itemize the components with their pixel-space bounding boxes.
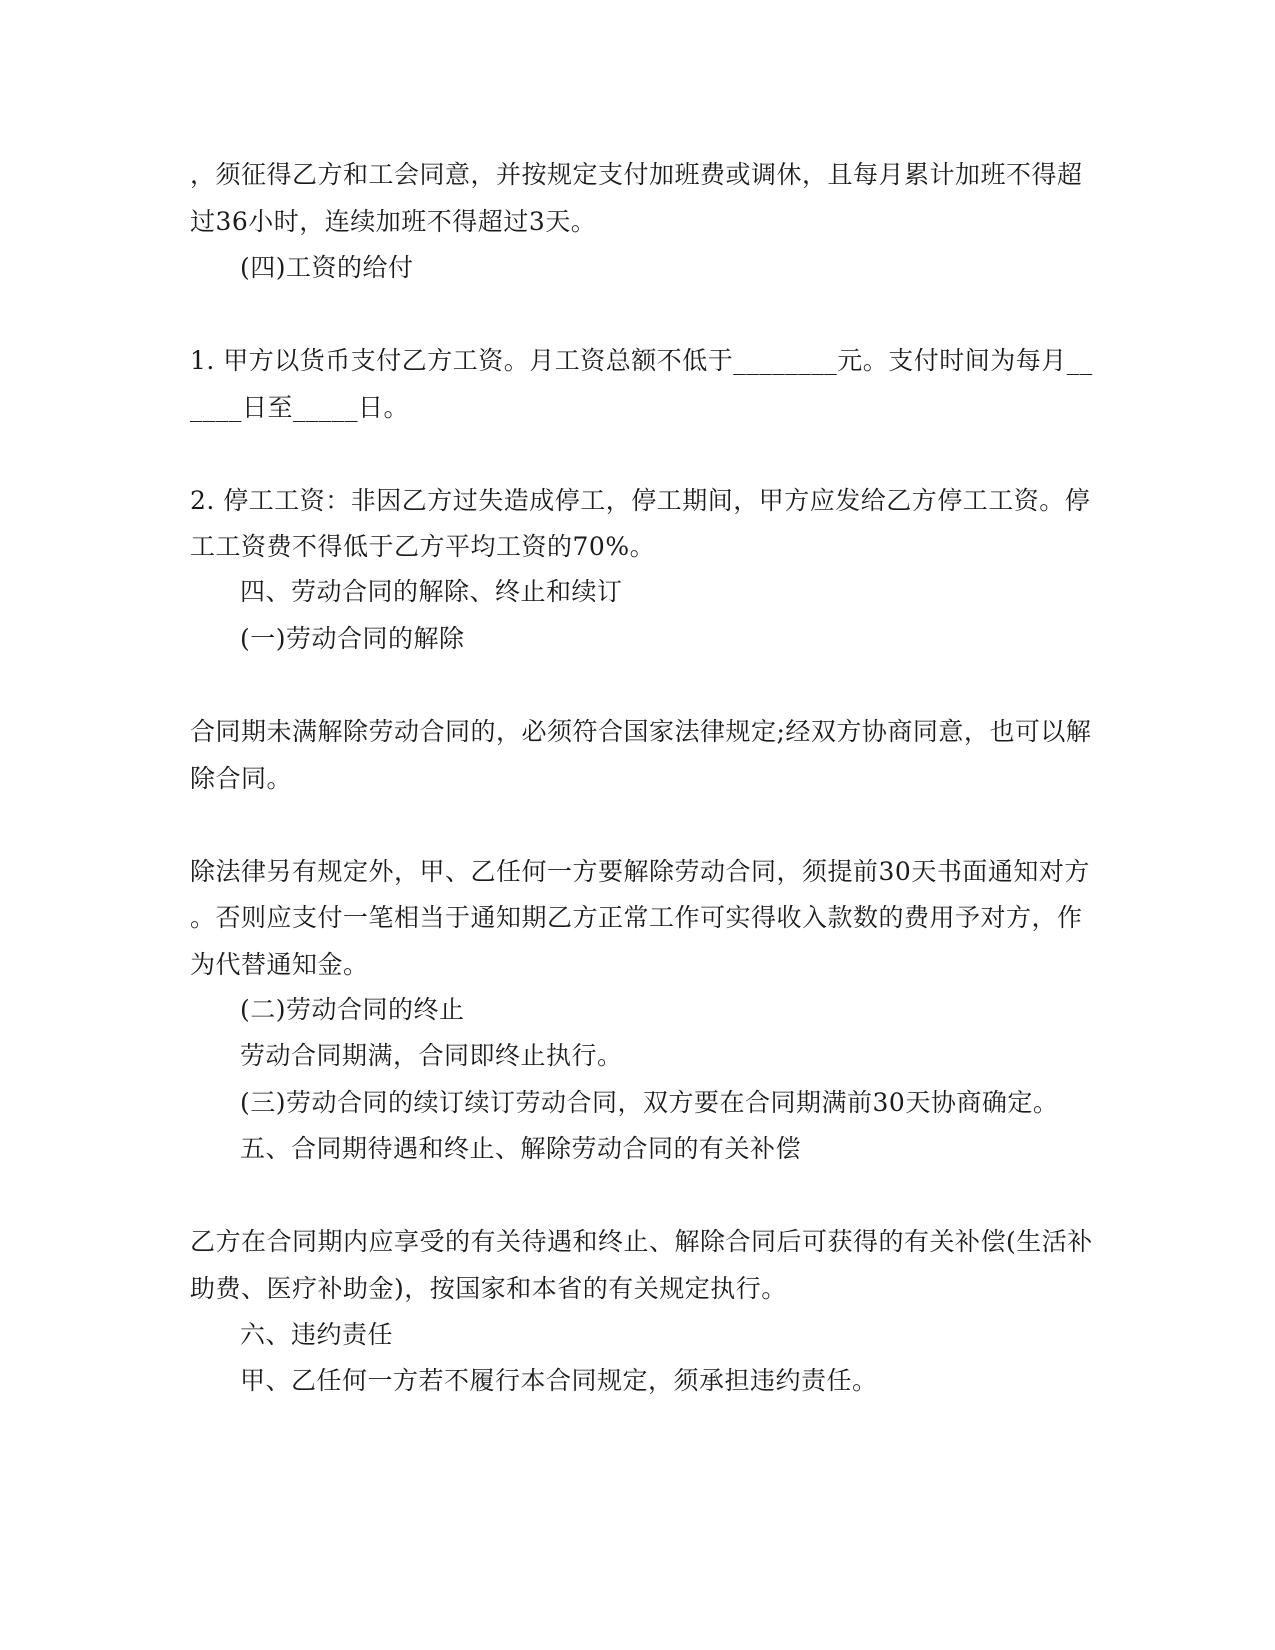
paragraph-line: 工工资费不得低于乙方平均工资的70%。 [190, 532, 656, 561]
paragraph-line: 劳动合同期满，合同即终止执行。 [240, 1041, 623, 1070]
paragraph-line: ____日至_____日。 [190, 393, 410, 422]
paragraph-line: 合同期未满解除劳动合同的，必须符合国家法律规定;经双方协商同意，也可以解 [190, 717, 1092, 746]
paragraph-line: 1. 甲方以货币支付乙方工资。月工资总额不低于________元。支付时间为每月__ [190, 346, 1093, 375]
section-heading: (二)劳动合同的终止 [240, 995, 465, 1024]
paragraph-line: 除合同。 [190, 764, 293, 793]
paragraph-line: 过36小时，连续加班不得超过3天。 [190, 207, 597, 236]
section-heading: 五、合同期待遇和终止、解除劳动合同的有关补偿 [240, 1134, 802, 1163]
section-heading: 四、劳动合同的解除、终止和续订 [240, 577, 623, 606]
paragraph-line: 。否则应支付一笔相当于通知期乙方正常工作可实得收入款数的费用予对方，作 [190, 903, 1083, 932]
paragraph-line: 为代替通知金。 [190, 950, 369, 979]
paragraph-line: (三)劳动合同的续订续订劳动合同，双方要在合同期满前30天协商确定。 [240, 1088, 1059, 1117]
paragraph-line: 乙方在合同期内应享受的有关待遇和终止、解除合同后可获得的有关补偿(生活补 [190, 1227, 1093, 1256]
paragraph-line: 助费、医疗补助金)，按国家和本省的有关规定执行。 [190, 1274, 787, 1303]
section-heading: 六、违约责任 [240, 1320, 394, 1349]
paragraph-line: 除法律另有规定外，甲、乙任何一方要解除劳动合同，须提前30天书面通知对方 [190, 857, 1090, 886]
paragraph-line: 甲、乙任何一方若不履行本合同规定，须承担违约责任。 [240, 1366, 878, 1395]
section-heading: (一)劳动合同的解除 [240, 624, 465, 653]
section-heading: (四)工资的给付 [240, 253, 414, 282]
paragraph-line: ，须征得乙方和工会同意，并按规定支付加班费或调休，且每月累计加班不得超 [190, 160, 1083, 189]
paragraph-line: 2. 停工工资：非因乙方过失造成停工，停工期间，甲方应发给乙方停工工资。停 [190, 486, 1091, 515]
